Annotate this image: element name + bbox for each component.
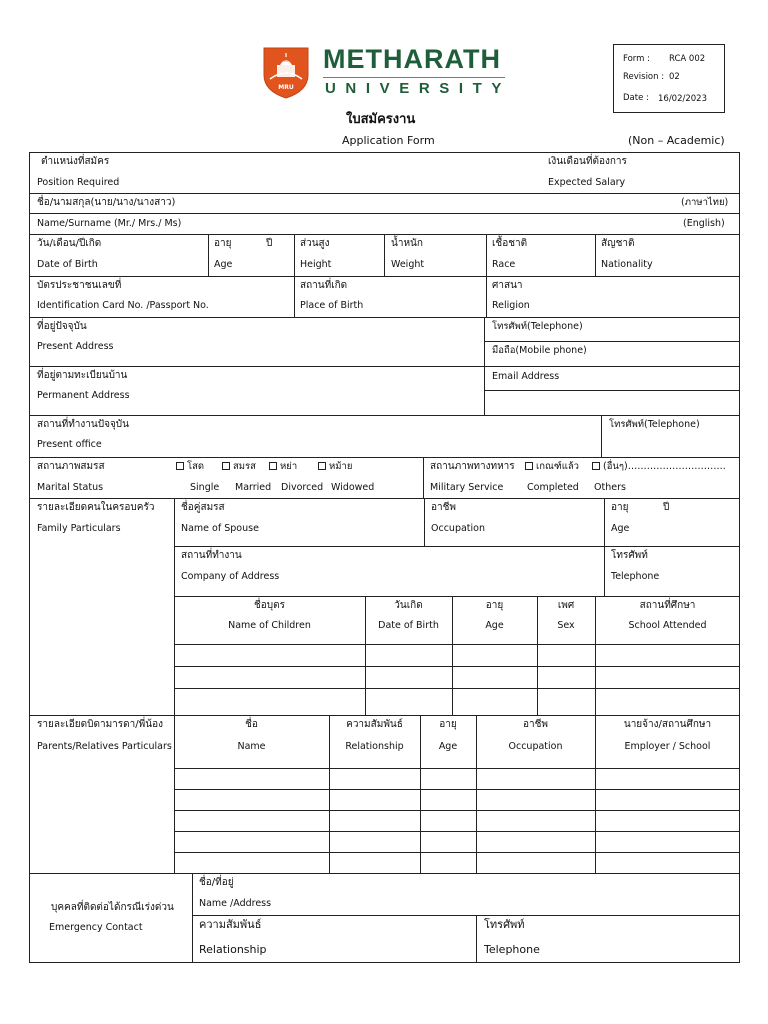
dob-label-th: วัน/เดือน/ปีเกิด [37, 238, 102, 249]
revision-value: 02 [669, 72, 680, 82]
doc-info-box [613, 44, 725, 113]
dob-label-en: Date of Birth [37, 259, 98, 270]
form-label: Form : [623, 54, 650, 64]
checkbox-icon [222, 462, 230, 470]
parents-col-occupation-en: Occupation [508, 741, 563, 752]
marital-option-single[interactable]: โสด [176, 461, 204, 473]
salary-label-en: Expected Salary [548, 177, 626, 188]
form-category: (Non – Academic) [628, 134, 725, 147]
em-rel-label-en: Relationship [199, 943, 267, 956]
title-thai: ใบสมัครงาน [346, 112, 416, 127]
military-label-en: Military Service [430, 482, 504, 493]
parents-col-age-en: Age [438, 741, 458, 752]
office-input[interactable] [120, 436, 598, 454]
children-col-dob-th: วันเกิด [394, 600, 423, 611]
parents-col-occupation-th: อาชีพ [523, 719, 548, 730]
marital-en-single: Single [190, 482, 220, 493]
parents-col-age-th: อายุ [439, 719, 457, 730]
nationality-label-en: Nationality [601, 259, 653, 270]
parents-label-th: รายละเอียดบิดามารดา/พี่น้อง [37, 719, 163, 730]
marital-option-married[interactable]: สมรส [222, 461, 256, 473]
university-sub: UNIVERSITY [325, 80, 512, 97]
age-label-en: Age [214, 259, 233, 270]
spouse-age-label-th: อายุ [611, 502, 629, 513]
university-name: METHARATH [323, 44, 501, 74]
present-address-label-th: ที่อยู่ปัจจุบัน [37, 321, 87, 332]
university-emblem-icon [261, 45, 311, 100]
military-label-th: สถานภาพทางทหาร [430, 461, 515, 472]
name-note-th: (ภาษาไทย) [681, 197, 729, 208]
name-label-th: ชื่อ/นามสกุล(นาย/นาง/นางสาว) [37, 197, 176, 208]
race-label-en: Race [492, 259, 516, 270]
em-tel-label-th: โทรศัพท์ [484, 918, 525, 931]
name-en-input[interactable] [200, 215, 670, 232]
date-value: 16/02/2023 [658, 94, 707, 104]
marital-en-widowed: Widowed [331, 482, 375, 493]
spouse-label-th: ชื่อคู่สมรส [181, 502, 225, 513]
date-label: Date : [623, 93, 649, 103]
company-label-th: สถานที่ทำงาน [181, 550, 242, 561]
company-tel-label-en: Telephone [611, 571, 660, 582]
marital-en-divorced: Divorced [281, 482, 324, 493]
religion-label-en: Religion [492, 300, 530, 311]
position-label-th: ตำแหน่งที่สมัคร [41, 156, 110, 167]
salary-input[interactable] [635, 170, 735, 190]
checkbox-icon [592, 462, 600, 470]
marital-option-widowed[interactable]: หม้าย [318, 461, 352, 473]
title-en: Application Form [342, 134, 435, 147]
family-label-th: รายละเอียดคนในครอบครัว [37, 502, 155, 513]
idcard-label-th: บัตรประชาชนเลขที่ [37, 280, 122, 291]
children-col-sex-en: Sex [557, 620, 575, 631]
em-name-input[interactable] [280, 875, 735, 913]
spouse-age-label-en: Age [611, 523, 630, 534]
office-label-th: สถานที่ทำงานปัจจุบัน [37, 419, 129, 430]
name-note-en: (English) [683, 218, 725, 229]
parents-col-rel-en: Relationship [345, 741, 404, 752]
position-input[interactable] [160, 170, 530, 190]
children-col-school-th: สถานที่ศึกษา [639, 600, 696, 611]
parents-col-employer-th: นายจ้าง/สถานศึกษา [623, 719, 712, 730]
children-col-sex-th: เพศ [557, 600, 575, 611]
parents-col-name-en: Name [237, 741, 266, 752]
em-tel-label-en: Telephone [484, 943, 540, 956]
checkbox-icon [525, 462, 533, 470]
position-label-en: Position Required [37, 177, 120, 188]
marital-label-en: Marital Status [37, 482, 104, 493]
marital-en-married: Married [235, 482, 272, 493]
children-col-age-en: Age [485, 620, 504, 631]
military-en-others: Others [594, 482, 626, 493]
parents-col-rel-th: ความสัมพันธ์ [346, 719, 403, 730]
mobile-label: มือถือ(Mobile phone) [492, 345, 587, 356]
parents-col-name-th: ชื่อ [245, 719, 258, 730]
checkbox-icon [269, 462, 277, 470]
family-label-en: Family Particulars [37, 523, 121, 534]
occupation-label-th: อาชีพ [431, 502, 456, 513]
children-col-age-th: อายุ [485, 600, 504, 611]
present-address-input[interactable] [120, 339, 480, 363]
children-col-name-th: ชื่อบุตร [253, 600, 285, 611]
office-telephone-label: โทรศัพท์(Telephone) [609, 419, 700, 430]
height-label-en: Height [300, 259, 332, 270]
revision-label: Revision : [623, 72, 665, 82]
parents-label-en: Parents/Relatives Particulars [37, 741, 172, 752]
birthplace-label-th: สถานที่เกิด [300, 280, 348, 291]
children-col-school-en: School Attended [628, 620, 707, 631]
military-option-others[interactable]: (อื่นๆ)…………………………. [592, 461, 726, 473]
race-label-th: เชื้อชาติ [492, 238, 528, 249]
nationality-label-th: สัญชาติ [601, 238, 635, 249]
em-name-label-en: Name /Address [199, 898, 272, 909]
email-label: Email Address [492, 371, 560, 382]
checkbox-icon [176, 462, 184, 470]
telephone-label: โทรศัพท์(Telephone) [492, 321, 583, 332]
birthplace-label-en: Place of Birth [300, 300, 364, 311]
marital-option-divorced[interactable]: หย่า [269, 461, 297, 473]
emblem-text: MRU [278, 84, 294, 91]
weight-label-th: น้ำหนัก [391, 238, 423, 249]
name-label-en: Name/Surname (Mr./ Mrs./ Ms) [37, 218, 182, 229]
spouse-label-en: Name of Spouse [181, 523, 259, 534]
checkbox-icon [318, 462, 326, 470]
emblem-year: 1998 [280, 59, 292, 64]
form-value: RCA 002 [669, 54, 706, 64]
logo-divider [323, 77, 505, 78]
height-label-th: ส่วนสูง [300, 238, 330, 249]
office-label-en: Present office [37, 439, 102, 450]
children-col-dob-en: Date of Birth [378, 620, 439, 631]
permanent-address-input[interactable] [130, 388, 480, 412]
religion-label-th: ศาสนา [492, 280, 523, 291]
present-address-label-en: Present Address [37, 341, 114, 352]
company-label-en: Company of Address [181, 571, 280, 582]
age-label-th: อายุ [214, 238, 232, 249]
salary-label-th: เงินเดือนที่ต้องการ [548, 156, 627, 167]
military-option-completed[interactable]: เกณฑ์แล้ว [525, 461, 579, 473]
company-tel-label-th: โทรศัพท์ [611, 550, 648, 561]
permanent-address-label-en: Permanent Address [37, 390, 130, 401]
parents-col-employer-en: Employer / School [624, 741, 711, 752]
permanent-address-label-th: ที่อยู่ตามทะเบียนบ้าน [37, 370, 128, 381]
email-input[interactable] [486, 392, 738, 414]
em-rel-label-th: ความสัมพันธ์ [199, 918, 262, 931]
emergency-label-en: Emergency Contact [49, 922, 143, 933]
spouse-age-year-th: ปี [663, 502, 670, 513]
marital-label-th: สถานภาพสมรส [37, 461, 105, 472]
children-col-name-en: Name of Children [228, 620, 311, 631]
occupation-label-en: Occupation [431, 523, 485, 534]
em-name-label-th: ชื่อ/ที่อยู่ [199, 877, 234, 888]
name-th-input[interactable] [200, 195, 670, 212]
emergency-label-th: บุคคลที่ติดต่อได้กรณีเร่งด่วน [51, 902, 174, 913]
idcard-label-en: Identification Card No. /Passport No. [37, 300, 209, 311]
military-en-completed: Completed [527, 482, 579, 493]
weight-label-en: Weight [391, 259, 425, 270]
age-year-th: ปี [266, 238, 273, 249]
